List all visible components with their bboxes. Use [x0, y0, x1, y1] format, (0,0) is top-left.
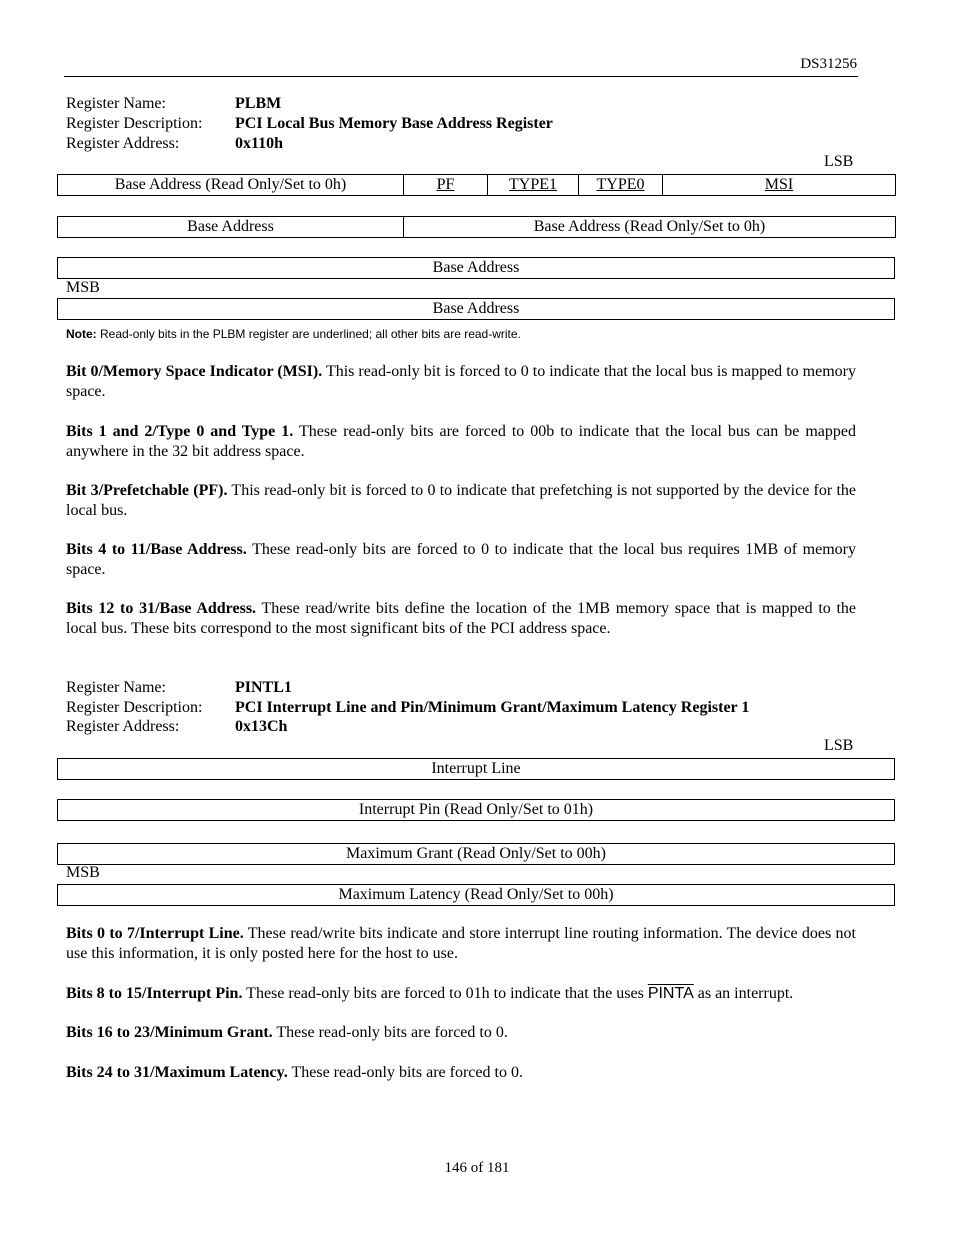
lsb-label: LSB [824, 153, 854, 170]
plbm-byte3-table [57, 298, 895, 320]
bit-field-msi: MSI [663, 175, 896, 196]
bit-field-base-address: Base Address [58, 217, 404, 238]
bit-description-text: These read-only bits are forced to 01h to indicate that the uses [242, 985, 648, 1002]
bit-description-title: Bits 1 and 2/Type 0 and Type 1. [66, 423, 294, 440]
bit-field-base-address-ro: Base Address (Read Only/Set to 0h) [58, 175, 404, 196]
bit-description-title: Bit 0/Memory Space Indicator (MSI). [66, 363, 323, 380]
bit-description [66, 599, 856, 639]
bit-field-maximum-grant: Maximum Grant (Read Only/Set to 00h) [58, 844, 895, 865]
bit-field-type1: TYPE1 [488, 175, 579, 196]
register-description-label: Register Description: [66, 699, 203, 716]
bit-description-text: These read/write bits define the location of the 1MB memory space that is mapped to the local bus. These bits correspond to the most significant bits of the PCI address space. [66, 600, 857, 637]
bit-description-text: These read-only bits are forced to 0 to indicate that the local bus requires 1MB of memory space. [66, 541, 856, 578]
bit-description-title: Bits 8 to 15/Interrupt Pin. [66, 985, 243, 1002]
bit-description-text: This read-only bit is forced to 0 to indicate that the local bus is mapped to memory space. [66, 363, 856, 400]
bit-description [66, 1023, 856, 1043]
register-description: PCI Local Bus Memory Base Address Register [235, 115, 553, 132]
msb-label: MSB [66, 864, 100, 881]
plbm-byte1-table [57, 216, 896, 238]
msb-label: MSB [66, 279, 100, 296]
bit-field-pf: PF [404, 175, 488, 196]
bit-description [66, 1063, 856, 1083]
pintl1-byte3-table [57, 884, 895, 906]
bit-description [66, 422, 856, 462]
register-description: PCI Interrupt Line and Pin/Minimum Grant/Maximum Latency Register 1 [235, 699, 750, 716]
pintl1-byte0-table [57, 758, 895, 780]
bit-field-base-address: Base Address [58, 299, 895, 320]
bit-description-title: Bits 0 to 7/Interrupt Line. [66, 925, 244, 942]
pintl1-byte1-table [57, 799, 895, 821]
document-id: DS31256 [800, 56, 857, 72]
page-number: 146 of 181 [444, 1160, 510, 1176]
header-rule [64, 76, 858, 77]
register-address-label: Register Address: [66, 135, 180, 152]
bit-description-text: This read-only bit is forced to 0 to indicate that prefetching is not supported by the device for the local bus. [66, 482, 856, 519]
register-name-label: Register Name: [66, 95, 166, 112]
bit-description-title: Bits 24 to 31/Maximum Latency. [66, 1064, 288, 1081]
register-name-label: Register Name: [66, 679, 166, 696]
register-address-label: Register Address: [66, 718, 180, 735]
bit-description [66, 540, 856, 580]
bit-description-title: Bits 16 to 23/Minimum Grant. [66, 1024, 273, 1041]
note-label: Note: [66, 327, 97, 341]
bit-description-text: These read-only bits are forced to 0. [287, 1064, 523, 1081]
bit-field-interrupt-pin: Interrupt Pin (Read Only/Set to 01h) [58, 800, 895, 821]
plbm-name-row [66, 94, 281, 114]
bit-description [66, 362, 856, 402]
register-name: PLBM [235, 95, 282, 112]
register-note [66, 327, 521, 341]
bit-description-title: Bits 12 to 31/Base Address. [66, 600, 257, 617]
bit-description-text: These read-only bits are forced to 00b to indicate that the local bus can be mapped anywhere in the 32 bit address space. [66, 423, 856, 460]
register-name: PINTL1 [235, 679, 292, 696]
plbm-byte2-table [57, 257, 895, 279]
bit-field-maximum-latency: Maximum Latency (Read Only/Set to 00h) [58, 885, 895, 906]
bit-field-interrupt-line: Interrupt Line [58, 759, 895, 780]
bit-description-text: These read/write bits indicate and store interrupt line routing information. The device does not use this information, it is only posted here for the host to use. [66, 925, 856, 962]
pintl1-addr-row [66, 717, 287, 737]
register-address: 0x13Ch [235, 718, 288, 735]
pintl1-desc-row [66, 698, 749, 718]
bit-field-base-address: Base Address [58, 258, 895, 279]
pintl1-name-row [66, 678, 292, 698]
bit-description-title: Bit 3/Prefetchable (PF). [66, 482, 228, 499]
bit-description [66, 924, 856, 964]
bit-field-type0: TYPE0 [579, 175, 663, 196]
lsb-label: LSB [824, 737, 854, 754]
bit-description-text-after: as an interrupt. [693, 985, 794, 1002]
plbm-addr-row [66, 134, 283, 154]
plbm-byte0-table [57, 174, 896, 196]
pintl1-byte2-table [57, 843, 895, 865]
signal-name: PINTA [647, 985, 694, 1002]
bit-description-text: These read-only bits are forced to 0. [272, 1024, 508, 1041]
plbm-desc-row [66, 114, 553, 134]
bit-description [66, 481, 856, 521]
bit-field-base-address-ro: Base Address (Read Only/Set to 0h) [404, 217, 896, 238]
register-description-label: Register Description: [66, 115, 203, 132]
bit-description [66, 984, 856, 1004]
note-text: Read-only bits in the PLBM register are underlined; all other bits are read-write. [96, 327, 521, 341]
register-address: 0x110h [235, 135, 284, 152]
bit-description-title: Bits 4 to 11/Base Address. [66, 541, 247, 558]
